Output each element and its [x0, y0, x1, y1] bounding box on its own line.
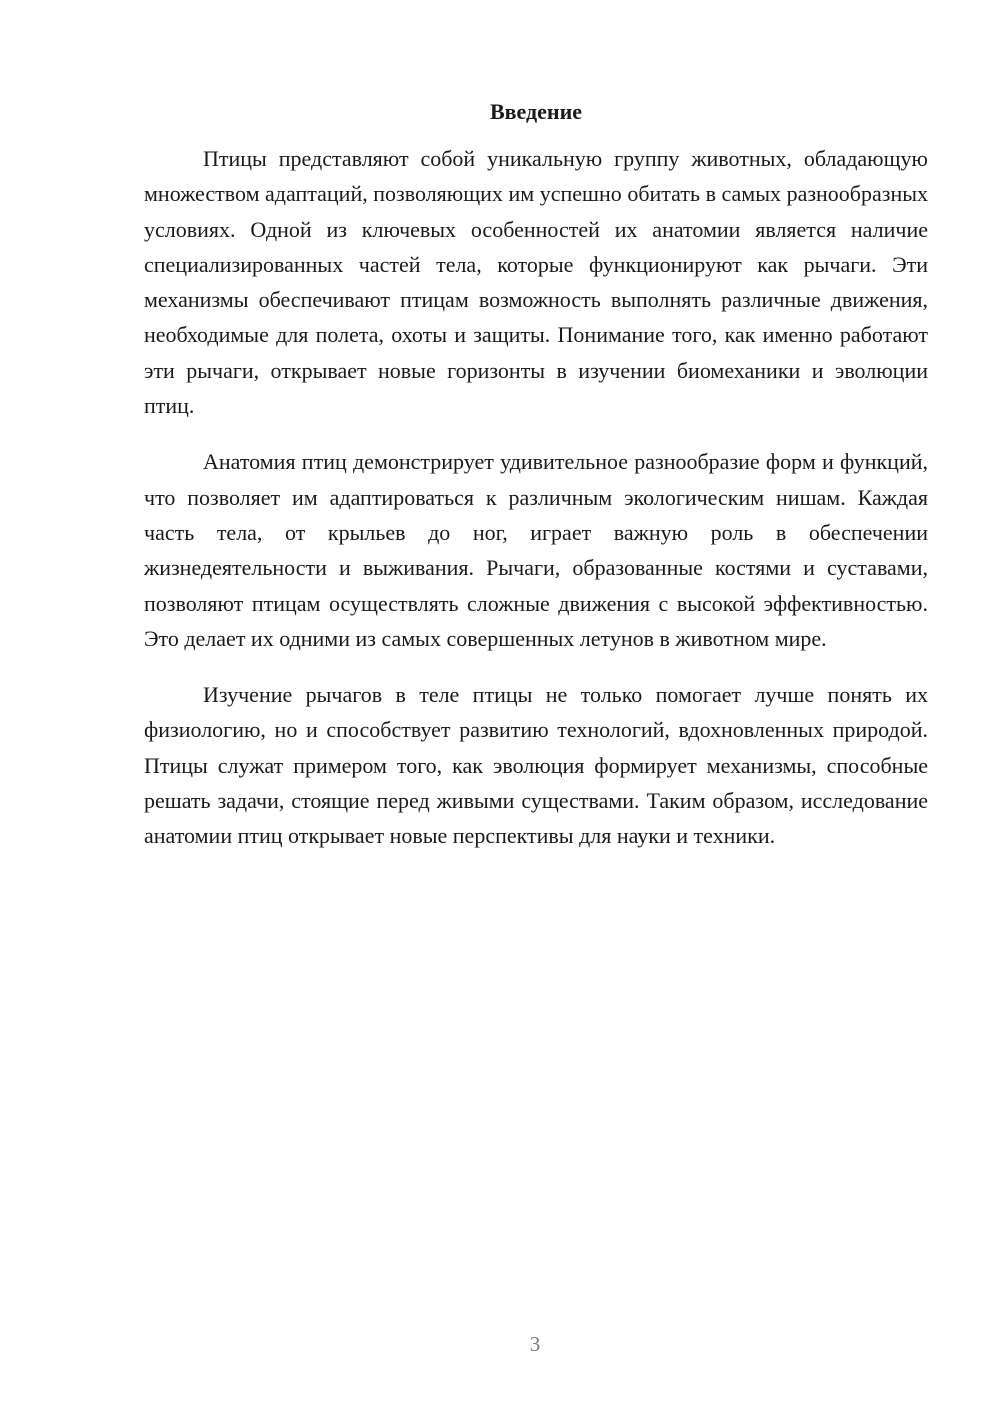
- page-content: [144, 95, 928, 854]
- page-number: 3: [529, 1332, 541, 1356]
- section-heading: Введение: [489, 99, 583, 124]
- paragraph-2: Анатомия птиц демонстрирует удивительное разнообразие форм и функций, что позволяет им адаптироваться к различным экологическим нишам. Каждая часть тела, от крыльев до ног, играет важную роль в обеспечении жизнедеятельности и выживания. Рычаги, образованные костями и суставами, позволяют птицам осуществлять сложные движения с высокой эффективностью. Это делает их одними из самых совершенных летунов в животном мире.: [144, 449, 928, 651]
- paragraph-3: Изучение рычагов в теле птицы не только помогает лучше понять их физиологию, но и способствует развитию технологий, вдохновленных природой. Птицы служат примером того, как эволюция формирует механизмы, способные решать задачи, стоящие перед живыми существами. Таким образом, исследование анатомии птиц открывает новые перспективы для науки и техники.: [144, 682, 928, 849]
- paragraph-1: Птицы представляют собой уникальную группу животных, обладающую множеством адаптаций, позволяющих им успешно обитать в самых разнообразных условиях. Одной из ключевых особенностей их анатомии является наличие специализированных частей тела, которые функционируют как рычаги. Эти механизмы обеспечивают птицам возможность выполнять различные движения, необходимые для полета, охоты и защиты. Понимание того, как именно работают эти рычаги, открывает новые горизонты в изучении биомеханики и эволюции птиц.: [144, 146, 928, 419]
